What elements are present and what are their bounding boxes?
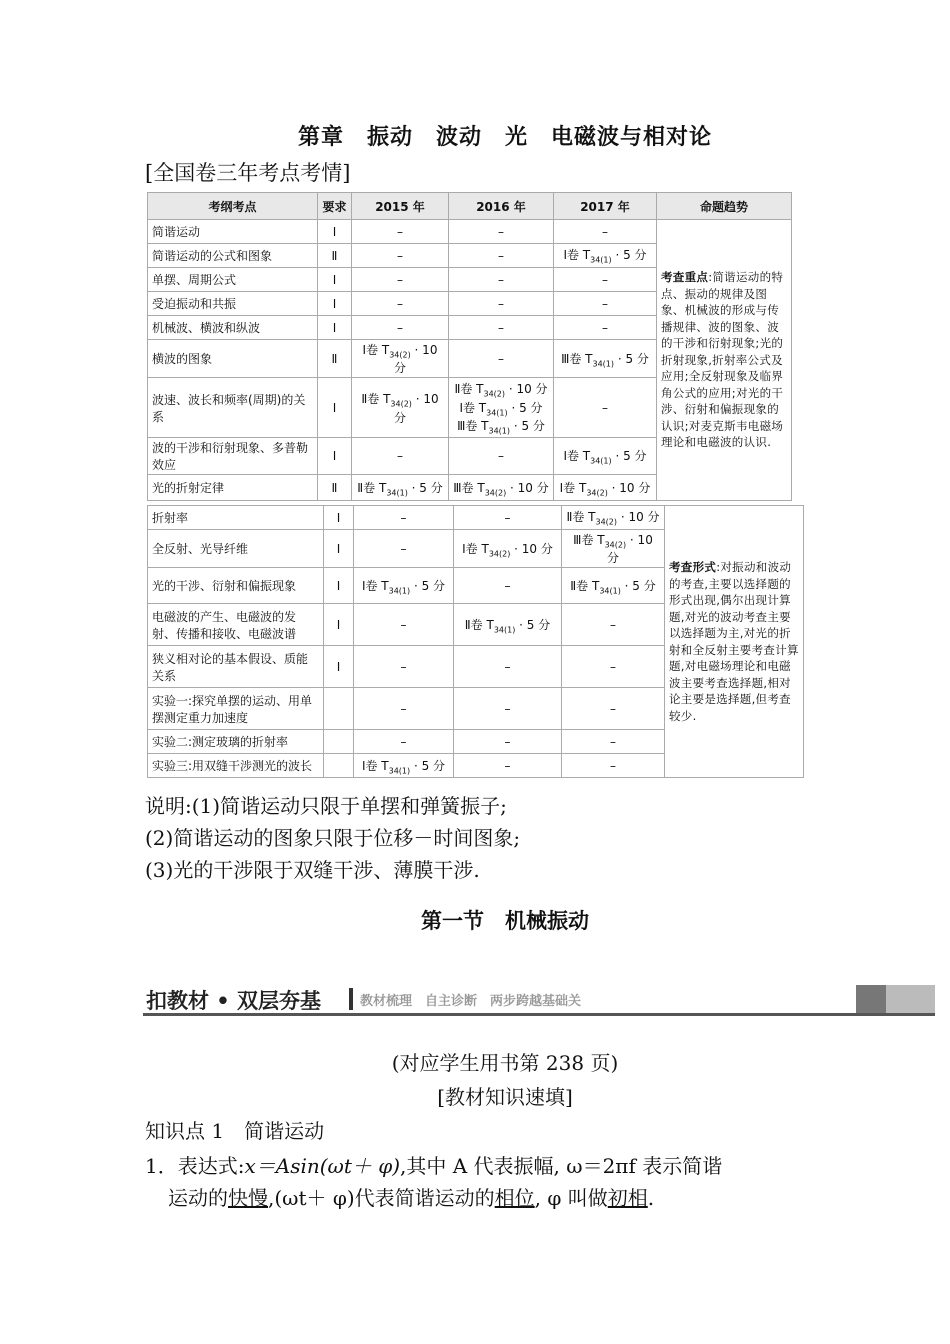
- banner-main-text: 扣教材 • 双层夯基: [146, 989, 322, 1013]
- header-2015: 2015 年: [352, 193, 449, 220]
- item-1-formula: x＝Asin(ωt＋ φ): [244, 1154, 401, 1178]
- banner-divider: [349, 988, 353, 1010]
- item-1-line-1: [145, 1150, 722, 1179]
- cell-req: Ⅱ: [318, 340, 352, 378]
- cell-topic: 波速、波长和频率(周期)的关系: [148, 378, 318, 438]
- banner-decor-light: [886, 985, 935, 1013]
- cell-2015: Ⅱ卷 $T_{34(1)} \cdot 5$ 分: [352, 475, 449, 501]
- cell-2017: –: [554, 378, 657, 438]
- table-row: [148, 220, 792, 244]
- cell-2015: Ⅰ卷 $T_{34(2)} \cdot 10$ 分: [352, 340, 449, 378]
- cell-topic: 机械波、横波和纵波: [148, 316, 318, 340]
- cell-topic: 电磁波的产生、电磁波的发射、传播和接收、电磁波谱: [148, 604, 324, 646]
- cell-2015: –: [352, 244, 449, 268]
- cell-2017: Ⅰ卷 $T_{34(1)} \cdot 5$ 分: [554, 438, 657, 475]
- exam-heading: [全国卷三年考点考情]: [145, 161, 351, 185]
- cell-req: Ⅰ: [324, 604, 354, 646]
- cell-2017: –: [562, 730, 665, 754]
- cell-2016: –: [449, 292, 554, 316]
- banner-decor-dark: [856, 985, 886, 1013]
- table-a-trend-cell: [657, 220, 792, 501]
- cell-2016: Ⅲ卷 $T_{34(2)} \cdot 10$ 分: [449, 475, 554, 501]
- cell-2015: –: [354, 604, 454, 646]
- cell-2016: –: [454, 568, 562, 604]
- cell-2016: –: [454, 688, 562, 730]
- table-a-trend-text: :简谐运动的特点、振动的规律及图象、机械波的形成与传播规律、波的图象、波的干涉和衍射现象;光的折射现象,折射率公式及应用;全反射现象及临界角公式的应用;对光的干涉、衍射和偏振现象的认识;对麦克斯韦电磁场理论和电磁波的认识.: [661, 270, 784, 450]
- cell-2017: Ⅰ卷 $T_{34(1)} \cdot 5$ 分: [554, 244, 657, 268]
- cell-2017: Ⅲ卷 $T_{34(1)} \cdot 5$ 分: [554, 340, 657, 378]
- item-1-mid: ,其中 A 代表振幅, ω＝2πf 表示简谐: [400, 1154, 723, 1178]
- cell-topic: 单摆、周期公式: [148, 268, 318, 292]
- cell-2015: –: [354, 730, 454, 754]
- note-line-3: (3)光的干涉限于双缝干涉、薄膜干涉.: [145, 858, 480, 882]
- cell-2017: –: [554, 292, 657, 316]
- cell-2016: –: [454, 646, 562, 688]
- reference-line: (对应学生用书第 238 页): [391, 1051, 619, 1075]
- cell-2016: –: [449, 220, 554, 244]
- knowledge-point: 知识点 1 简谐运动: [145, 1119, 325, 1143]
- subheading: [教材知识速填]: [437, 1085, 573, 1109]
- banner-sub-text: 教材梳理 自主诊断 两步跨越基础关: [360, 994, 582, 1009]
- cell-2017: –: [554, 220, 657, 244]
- exam-table-b: [147, 505, 804, 778]
- cell-2016: –: [449, 316, 554, 340]
- cell-topic: 光的干涉、衍射和偏振现象: [148, 568, 324, 604]
- cell-2015: –: [352, 316, 449, 340]
- cell-2015: Ⅰ卷 $T_{34(1)} \cdot 5$ 分: [354, 754, 454, 778]
- header-trend: 命题趋势: [657, 193, 792, 220]
- cell-req: [324, 730, 354, 754]
- table-b-trend-text: :对振动和波动的考查,主要以选择题的形式出现,偶尔出现计算题,对光的波动考查主要以选择题为主,对光的折射和全反射主要考查计算题,对电磁场理论和电磁波主要考查选择题,相对论主要是选择题,但考查较少.: [669, 560, 799, 723]
- item-1-text-c: , φ 叫做: [534, 1186, 608, 1210]
- cell-2015: Ⅱ卷 $T_{34(2)} \cdot 10$ 分: [352, 378, 449, 438]
- cell-2016: –: [449, 340, 554, 378]
- cell-2017: –: [562, 604, 665, 646]
- blank-phase: 相位: [494, 1186, 535, 1210]
- section-title: 第一节 机械振动: [421, 909, 589, 933]
- cell-2016: –: [449, 438, 554, 475]
- cell-req: Ⅰ: [324, 506, 354, 530]
- cell-2016: Ⅱ卷 $T_{34(1)} \cdot 5$ 分: [454, 604, 562, 646]
- cell-2015: –: [354, 530, 454, 568]
- cell-req: Ⅰ: [318, 220, 352, 244]
- cell-topic: 光的折射定律: [148, 475, 318, 501]
- cell-2017: –: [554, 316, 657, 340]
- cell-topic: 全反射、光导纤维: [148, 530, 324, 568]
- cell-2016: –: [454, 730, 562, 754]
- cell-2016: –: [449, 244, 554, 268]
- item-1-text-a: 运动的: [168, 1186, 228, 1210]
- note-line-2: (2)简谐运动的图象只限于位移－时间图象;: [145, 826, 521, 850]
- cell-topic: 折射率: [148, 506, 324, 530]
- header-2016: 2016 年: [449, 193, 554, 220]
- cell-req: [324, 688, 354, 730]
- item-1-text-b: ,(ωt＋ φ)代表简谐运动的: [268, 1186, 495, 1210]
- cell-req: Ⅰ: [318, 378, 352, 438]
- cell-topic: 受迫振动和共振: [148, 292, 318, 316]
- table-b-trend-cell: [665, 506, 804, 778]
- cell-2017: Ⅱ卷 $T_{34(1)} \cdot 5$ 分: [562, 568, 665, 604]
- cell-topic: 实验一:探究单摆的运动、用单摆测定重力加速度: [148, 688, 324, 730]
- cell-topic: 简谐运动的公式和图象: [148, 244, 318, 268]
- cell-2016: Ⅱ卷 $T_{34(2)} \cdot 10$ 分 Ⅰ卷 $T_{34(1)} \cdot 5$ 分 Ⅲ卷 $T_{34(1)} \cdot 5$ 分: [449, 378, 554, 438]
- cell-2015: –: [352, 292, 449, 316]
- cell-req: Ⅰ: [318, 292, 352, 316]
- cell-2017: Ⅰ卷 $T_{34(2)} \cdot 10$ 分: [554, 475, 657, 501]
- cell-req: [324, 754, 354, 778]
- table-b-trend-label: 考查形式: [669, 560, 717, 575]
- cell-topic: 波的干涉和衍射现象、多普勒效应: [148, 438, 318, 475]
- cell-2016: Ⅰ卷 $T_{34(2)} \cdot 10$ 分: [454, 530, 562, 568]
- cell-topic: 狭义相对论的基本假设、质能关系: [148, 646, 324, 688]
- cell-req: Ⅱ: [318, 475, 352, 501]
- section-banner: [143, 985, 935, 1016]
- cell-2017: Ⅱ卷 $T_{34(2)} \cdot 10$ 分: [562, 506, 665, 530]
- blank-speed: 快慢: [228, 1186, 268, 1210]
- cell-2016: –: [449, 268, 554, 292]
- table-a-trend-label: 考查重点: [661, 270, 709, 285]
- item-1-text-d: .: [647, 1186, 655, 1210]
- cell-2015: Ⅰ卷 $T_{34(1)} \cdot 5$ 分: [354, 568, 454, 604]
- cell-2015: –: [354, 506, 454, 530]
- item-1-line-2: [168, 1182, 654, 1211]
- header-req: 要求: [318, 193, 352, 220]
- cell-req: Ⅰ: [324, 568, 354, 604]
- cell-2015: –: [352, 438, 449, 475]
- exam-table-a: [147, 192, 792, 501]
- cell-2017: –: [554, 268, 657, 292]
- cell-topic: 实验三:用双缝干涉测光的波长: [148, 754, 324, 778]
- item-1-prefix: 1．表达式:: [145, 1154, 245, 1178]
- cell-2017: Ⅲ卷 $T_{34(2)} \cdot 10$ 分: [562, 530, 665, 568]
- cell-2017: –: [562, 646, 665, 688]
- cell-2015: –: [352, 268, 449, 292]
- cell-req: Ⅰ: [318, 438, 352, 475]
- cell-2015: –: [354, 646, 454, 688]
- note-line-1: 说明:(1)简谐运动只限于单摆和弹簧振子;: [145, 794, 507, 818]
- cell-req: Ⅰ: [318, 316, 352, 340]
- chapter-title: 第章 振动 波动 光 电磁波与相对论: [297, 125, 712, 150]
- blank-initial-phase: 初相: [607, 1186, 648, 1210]
- cell-2017: –: [562, 754, 665, 778]
- cell-req: Ⅰ: [324, 646, 354, 688]
- cell-2015: –: [354, 688, 454, 730]
- table-header-row: [148, 193, 792, 220]
- cell-topic: 横波的图象: [148, 340, 318, 378]
- cell-req: Ⅰ: [324, 530, 354, 568]
- cell-req: Ⅱ: [318, 244, 352, 268]
- header-2017: 2017 年: [554, 193, 657, 220]
- cell-2015: –: [352, 220, 449, 244]
- cell-2016: –: [454, 754, 562, 778]
- cell-req: Ⅰ: [318, 268, 352, 292]
- cell-topic: 简谐运动: [148, 220, 318, 244]
- table-row: [148, 506, 804, 530]
- cell-topic: 实验二:测定玻璃的折射率: [148, 730, 324, 754]
- cell-2016: –: [454, 506, 562, 530]
- header-topic: 考纲考点: [148, 193, 318, 220]
- cell-2017: –: [562, 688, 665, 730]
